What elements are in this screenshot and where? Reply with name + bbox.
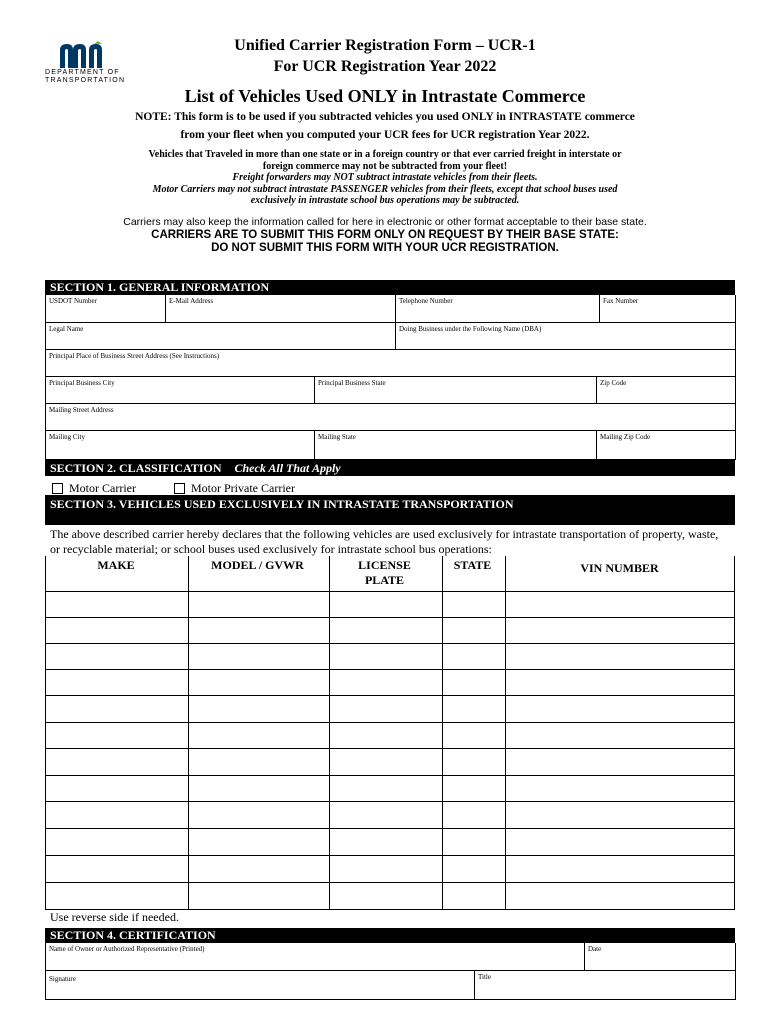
table-row[interactable] (46, 828, 734, 829)
date-field[interactable]: Date (585, 943, 736, 971)
motor-carrier-option[interactable] (52, 481, 136, 496)
motor-private-carrier-label: Motor Private Carrier (191, 481, 295, 495)
warn-line4: Motor Carriers may not subtract intrastate PASSENGER vehicles from their fleets, except that school buses used (152, 183, 618, 195)
usdot-field[interactable]: USDOT Number (46, 295, 166, 323)
section4-header: SECTION 4. CERTIFICATION (45, 928, 735, 943)
col-vin: VIN NUMBER (580, 561, 659, 575)
section2-title: SECTION 2. CLASSIFICATION (50, 461, 222, 475)
table-row[interactable] (46, 855, 734, 856)
title-field[interactable]: Title (475, 971, 736, 1000)
col-model: MODEL / GVWR (211, 558, 304, 572)
column-divider (442, 556, 443, 909)
dba-field[interactable]: Doing Business under the Following Name (DBA) (396, 323, 736, 350)
fax-field[interactable]: Fax Number (600, 295, 736, 323)
motor-carrier-checkbox[interactable] (52, 483, 63, 494)
note-line1: NOTE: This form is to be used if you subtracted vehicles you used ONLY in INTRASTATE commerce (135, 111, 635, 123)
section1-header: SECTION 1. GENERAL INFORMATION (45, 280, 735, 295)
column-divider (188, 556, 189, 909)
submit-instructions (0, 229, 770, 254)
warn-line3: Freight forwarders may NOT subtract intrastate vehicles from their fleets. (232, 172, 538, 183)
motor-private-carrier-option[interactable] (174, 481, 295, 496)
submit-line1: CARRIERS ARE TO SUBMIT THIS FORM ONLY ON REQUEST BY THEIR BASE STATE: (151, 229, 619, 241)
carriers-note: Carriers may also keep the information called for here in electronic or other format acceptable to their base state. (123, 216, 647, 228)
mailing-state-field[interactable]: Mailing State (315, 431, 597, 460)
form-subtitle: List of Vehicles Used ONLY in Intrastate Commerce (184, 86, 586, 106)
certification-grid (45, 943, 735, 1000)
table-row[interactable] (46, 801, 734, 802)
col-plate-line1: LICENSE (358, 558, 411, 572)
motor-private-carrier-checkbox[interactable] (174, 483, 185, 494)
section2-subtitle: Check All That Apply (234, 461, 341, 475)
principal-city-field[interactable]: Principal Business City (46, 377, 315, 404)
logo-line1: DEPARTMENT OF (45, 69, 120, 76)
col-plate (328, 558, 441, 588)
warning-block (0, 149, 770, 207)
warn-line5: exclusively in intrastate school bus operations may be subtracted. (250, 195, 520, 206)
declaration-text: The above described carrier hereby declares that the following vehicles are used exclusively for intrastate transportation of property, waste, or recyclable material; or school buses used exclusively for intrastate school bus operations: (50, 527, 719, 556)
table-row[interactable] (46, 722, 734, 723)
col-make: MAKE (97, 558, 135, 572)
legal-name-field[interactable]: Legal Name (46, 323, 396, 350)
table-row[interactable] (46, 775, 734, 776)
col-state: STATE (453, 558, 492, 572)
table-row[interactable] (46, 669, 734, 670)
mailing-zip-field[interactable]: Mailing Zip Code (597, 431, 736, 460)
form-title: Unified Carrier Registration Form – UCR-1 (234, 37, 536, 54)
phone-field[interactable]: Telephone Number (396, 295, 600, 323)
table-row[interactable] (46, 748, 734, 749)
submit-line2: DO NOT SUBMIT THIS FORM WITH YOUR UCR REGISTRATION. (211, 241, 559, 254)
form-year: For UCR Registration Year 2022 (273, 58, 497, 75)
table-row[interactable] (46, 882, 734, 883)
zip-field[interactable]: Zip Code (597, 377, 736, 404)
signature-field[interactable]: Signature (46, 971, 475, 1000)
col-plate-line2: PLATE (364, 573, 405, 587)
reverse-note: Use reverse side if needed. (50, 910, 179, 924)
owner-name-field[interactable]: Name of Owner or Authorized Representative (Printed) (46, 943, 585, 971)
column-divider (329, 556, 330, 909)
section2-header (45, 460, 735, 476)
principal-street-field[interactable]: Principal Place of Business Street Address (See Instructions) (46, 350, 736, 377)
note-line2: from your fleet when you computed your UCR fees for UCR registration Year 2022. (180, 129, 590, 141)
column-divider (505, 556, 506, 909)
motor-carrier-label: Motor Carrier (69, 481, 136, 495)
table-row[interactable] (46, 643, 734, 644)
note (0, 108, 770, 144)
warn-line2: foreign commerce may not be subtracted from your fleet! (262, 160, 508, 172)
vehicles-table (45, 556, 735, 910)
table-row[interactable] (46, 617, 734, 618)
mailing-city-field[interactable]: Mailing City (46, 431, 315, 460)
logo-line2: TRANSPORTATION (45, 77, 126, 84)
email-field[interactable]: E-Mail Address (166, 295, 396, 323)
mailing-street-field[interactable]: Mailing Street Address (46, 404, 736, 431)
section3-header: SECTION 3. VEHICLES USED EXCLUSIVELY IN INTRASTATE TRANSPORTATION (45, 495, 735, 525)
general-info-grid (45, 295, 735, 460)
principal-state-field[interactable]: Principal Business State (315, 377, 597, 404)
table-row[interactable] (46, 695, 734, 696)
table-row[interactable] (46, 591, 734, 592)
warn-line1: Vehicles that Traveled in more than one state or in a foreign country or that ever carried freight in interstate or (148, 149, 622, 160)
